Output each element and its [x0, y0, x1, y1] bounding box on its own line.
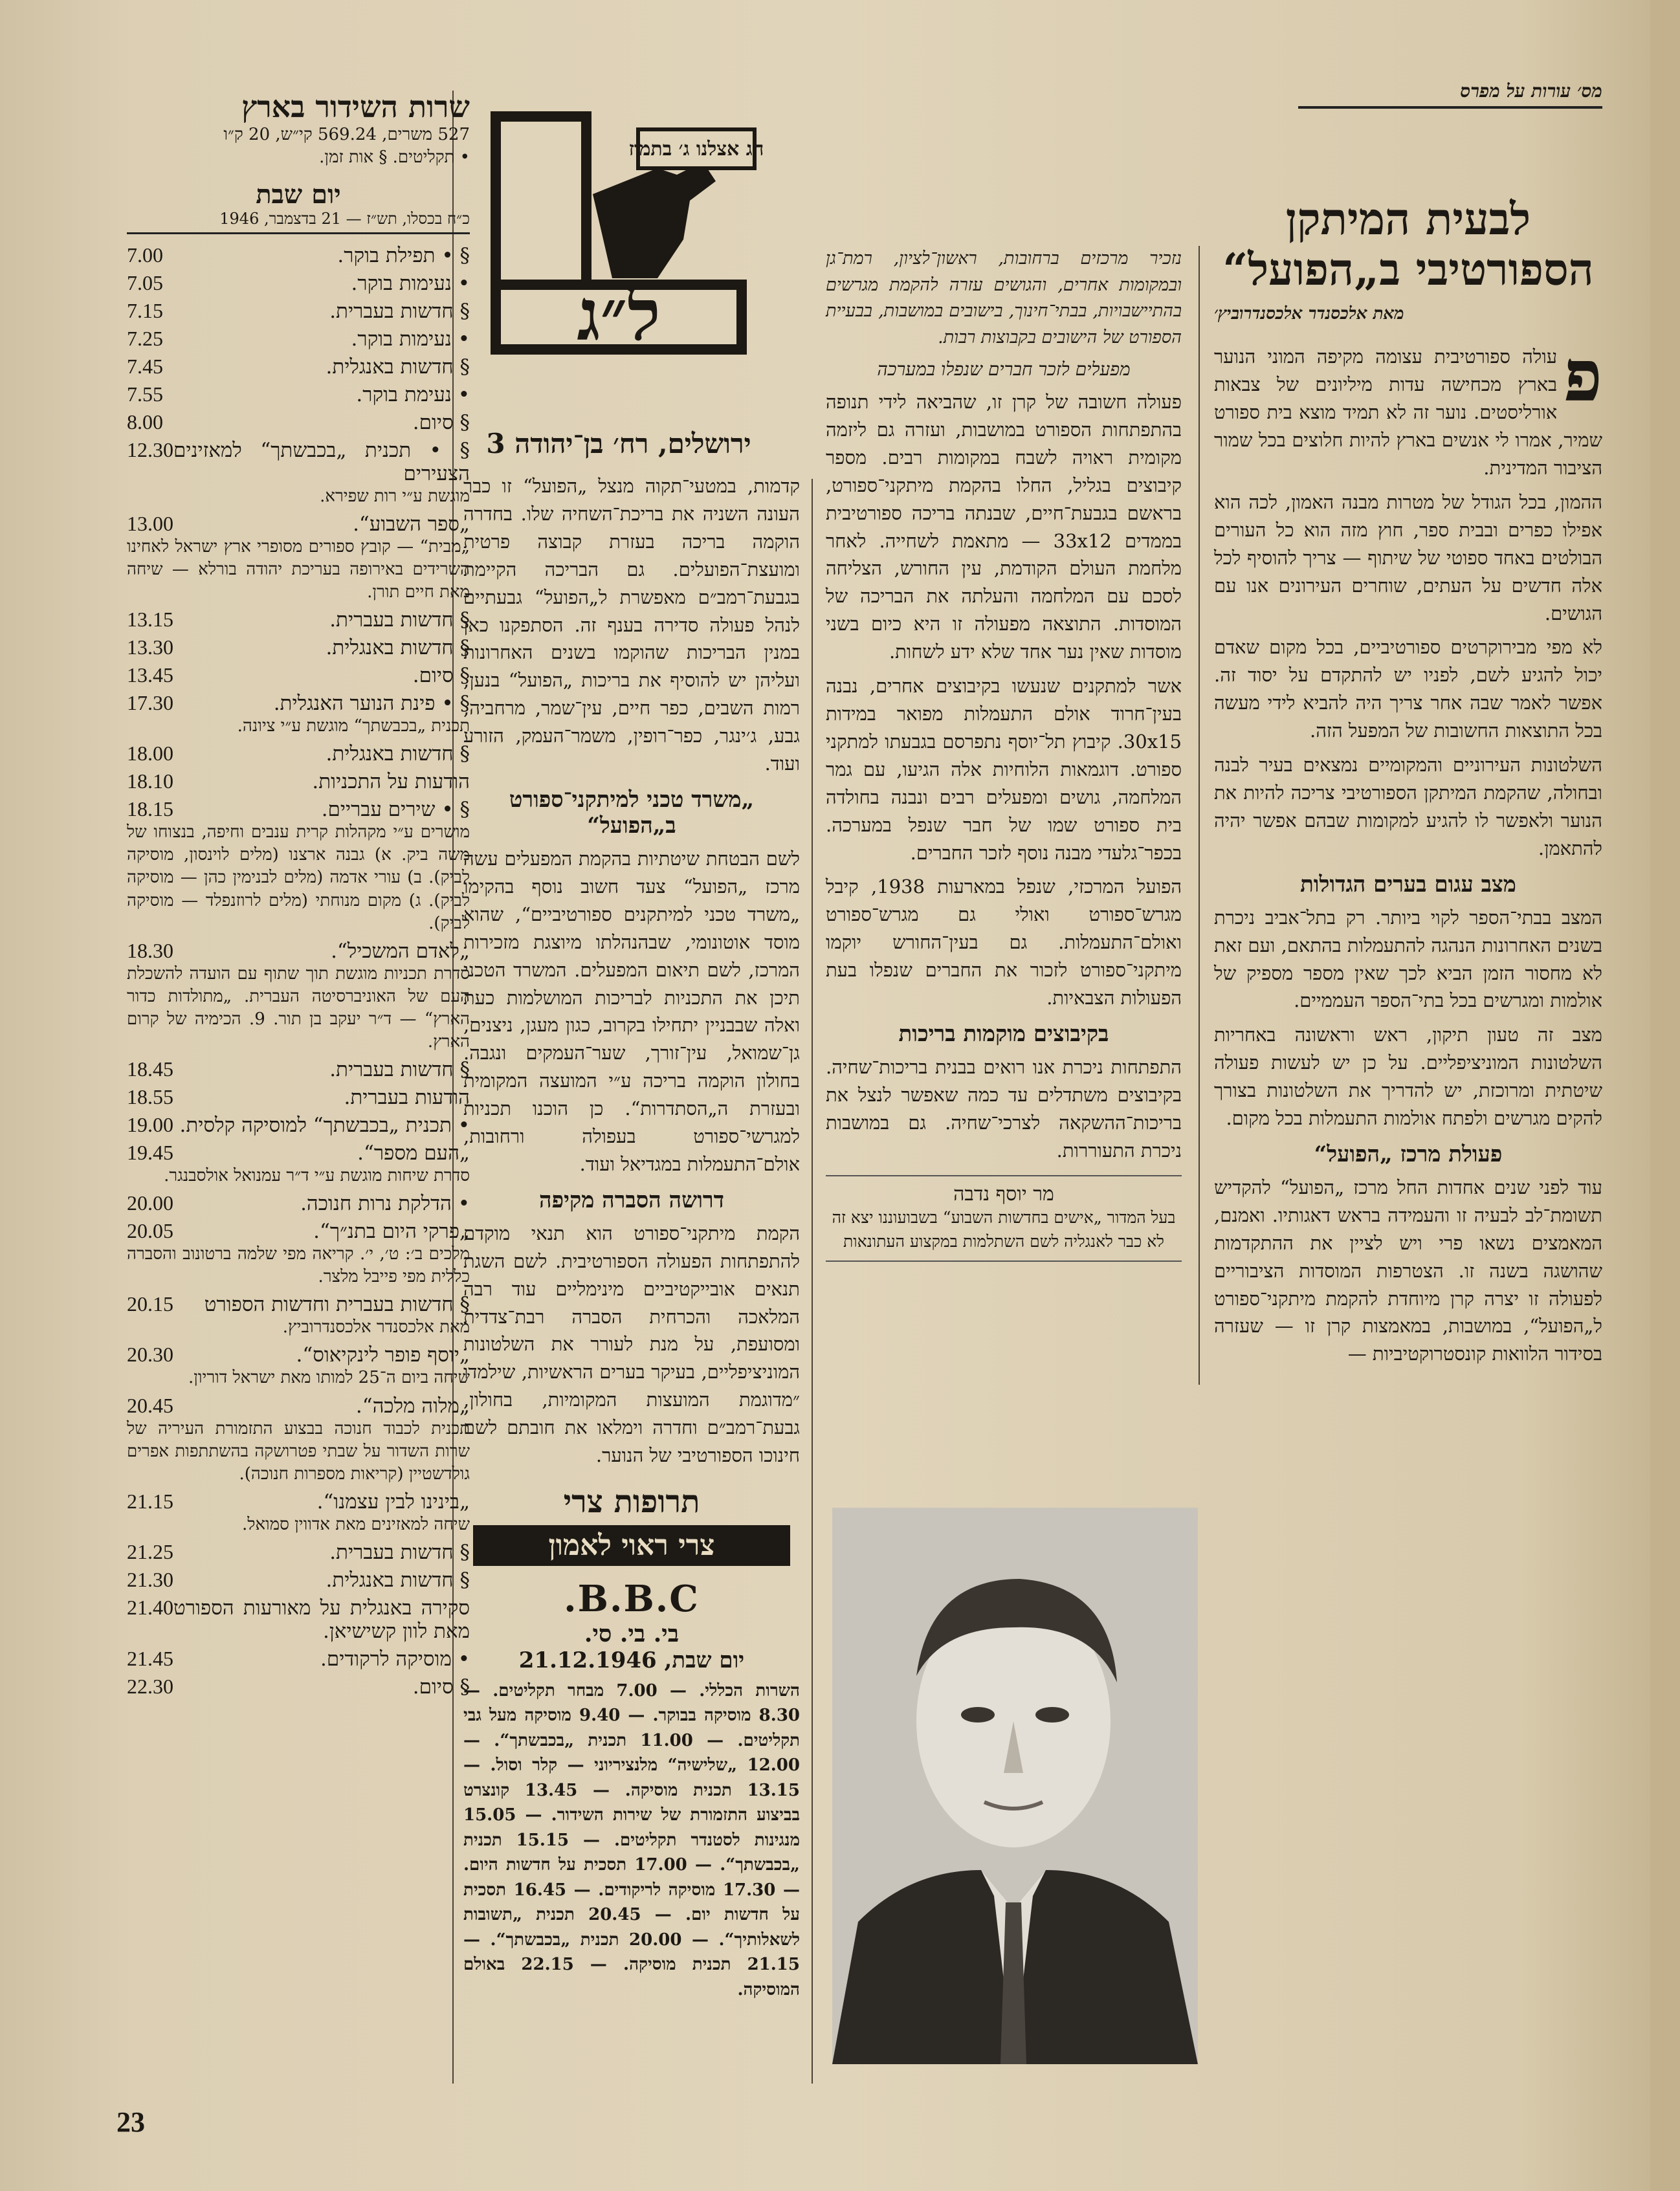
notice-name: מר יוסף נדבה	[953, 1182, 1054, 1206]
schedule-date: כ״ח בכסלו, תש״ז — 21 בדצמבר, 1946	[127, 210, 470, 234]
schedule-title: שרות השידור בארץ	[241, 89, 470, 124]
schedule-item	[127, 1085, 470, 1109]
program-title: „לאדם המשכיל“.	[331, 939, 470, 963]
schedule-item	[127, 1540, 470, 1564]
schedule-item	[127, 663, 470, 687]
program-time: 18.00	[127, 742, 173, 765]
program-time: 13.15	[127, 608, 173, 632]
program-time: 7.15	[127, 298, 163, 322]
logo-title: ירושלים, רח׳ בן־יהודה 3	[486, 428, 751, 459]
paragraph: השלטונות העירוניים והמקומיים נמצאים בעיר לבנה ובחולה, שהקמת המיתקן הספורטיבי צריכה להיות את הנוער ולאפשר לו להגיע למקומות שבהם אפשר יהיה להתאמן.	[1214, 754, 1602, 859]
program-time: 17.30	[127, 691, 173, 715]
program-title: § • שירים עבריים.	[321, 798, 470, 822]
paragraph: הקמת מיתקני־ספורט הוא תנאי מוקדם להתפתחות הפעולה הספורטיבית. לשם השגת תנאים אובייקטיביים מינימליים עוד רבה המלאכה והכרחית הסברה רבת־צדדית ומסועפת, על מנת לעורר את השלטונות המוניציפליים, בעיקר בערים הראשיות, שילמדו ״מדוגמת המועצות המקומיות, בחולון, גבעת־רמב״ם וחדרה וימלאו את חובתם לשם חינוכו הספורטיבי של הנוער.	[463, 1222, 800, 1467]
program-title: § חדשות בעברית.	[329, 608, 470, 632]
lagever-logo	[444, 91, 793, 472]
section-title-hapoel: פעולת מרכז „הפועל“	[1314, 1141, 1503, 1167]
schedule-item	[127, 1113, 470, 1137]
logo-mark: ל״ג	[577, 273, 661, 357]
drop-cap: פ	[1564, 334, 1602, 418]
paragraph: עוד לפני שנים אחדות החל מרכז „הפועל“ להקדיש תשומת־לב לבעיה זו והעמידה בראש דאגותיו. ואמנם, המאמצים נשאו פרי ויש לציין את ההתקדמות שהושגה בשנה זו. הצטרפות המוסדות הציבוריים לפעולה זו יצרה קרן מיוחדת להקמת מיתקני־ספורט ל„הפועל“, במושבות, במאמצות קרן זו — שעזרה בסידור הלוואות קונסטרוקטיביות —	[1214, 1176, 1602, 1365]
portrait-photo	[832, 1508, 1198, 2064]
subheading-tech-office: „משרד טכני למיתקני־ספורט ב„הפועל“	[509, 786, 755, 839]
program-time: 20.00	[127, 1191, 173, 1215]
program-time: 18.15	[127, 797, 173, 821]
program-title: § חדשות בעברית.	[329, 299, 470, 323]
column-lead: נזכיר מרכזים ברחובות, ראשון־לציון, רמת־גן ובמקומות אחרים, והגושים עזרה להקמת מגרשים בהתיישבויות, בבתי־חינוך, בישובים במושבות, בבעיית הספורט של הישובים בקבוצות רבות.	[826, 248, 1182, 347]
program-time: 8.00	[127, 410, 163, 434]
paragraph: התפתחות ניכרת אנו רואים בבנית בריכות־שחיה. בקיבוצים משתדלים עד כמה שאפשר לנצל את בריכות־ההשקאה לצרכי־שחיה. גם במושבות ניכרת התעוררות.	[826, 1055, 1182, 1162]
article-column-2	[826, 246, 1182, 1272]
schedule-item	[127, 1675, 470, 1699]
article-column-1	[1214, 194, 1602, 1374]
program-time: 18.45	[127, 1057, 173, 1081]
program-time: 21.15	[127, 1489, 173, 1513]
paragraph: לשם הבטחת שיטתיות בהקמת המפעלים עשה מרכז „הפועל“ צעד חשוב נוסף בהקימו „משרד טכני למיתקנים ספורטיביים“, שהוא מוסד אוטונומי, שבהנהלתו מיוצגת מזכירות המרכז, לשם תיאום המפעלים. המשרד הטכני תיכן את התכניות לבריכות המושלמות כעת ואלה שבבניין יתחילו בקרוב, כגון מעגן, ניצנים, גן־שמואל, עין־זורך, שער־העמקים ונגבה. בחולון הוקמה בריכה ע״י המועצה המקומית ובעזרת ה„הסתדרות“. כן הוכנו תכניות למגרשי־ספורט בעפולה ורחובות, אולם־התעמלות במגדיאל ועוד.	[463, 847, 800, 1175]
program-time: 7.00	[127, 243, 163, 267]
schedule-item	[127, 438, 470, 485]
program-time: 20.30	[127, 1343, 173, 1367]
paragraph: המצב בבתי־הספר לקוי ביותר. רק בתל־אביב ניכרת בשנים האחרונות הנהגה להתעמלות בהתאם, ועם זאת לא מחסור הזמן הביא לכך שאין מספר מספיק של אולמות ומגרשים בכל בתי־הספר העממיים.	[1214, 906, 1602, 1012]
schedule-item	[127, 1568, 470, 1592]
schedule-item	[127, 271, 470, 295]
program-title: „יוסף פופר לינקיאוס“.	[296, 1343, 470, 1367]
column-3-body	[463, 472, 800, 778]
paragraph: פעולה חשובה של קרן זו, שהביאה לידי תנופה בהתפתחות הספורט במושבות, ועזרה גם ליזמה מקומית ראויה לשבח במקומות רבים. מספר קיבוצים בגליל, החלו בהקמת מיתקני־ספורט, בראשם בגבעת־חיים, שבנתה בריכה ספורטיבית בממדים 33x12 — מתאמת לשחייה. לאחר מלחמת העולם הקודמת, עין החורש, הצליחה לסכם עם המלחמה והעלתה את הבריכה של המוסדות. התוצאה מפעולה זו היא כיום בשני מוסדות שאין נער אחד שלא ידע לשחות.	[826, 391, 1182, 663]
ad-slogan: צרי ראוי לאמון	[473, 1525, 790, 1566]
program-time: 20.15	[127, 1292, 173, 1316]
schedule-item	[127, 742, 470, 765]
schedule-item	[127, 635, 470, 659]
program-description: מושרים ע״י מקהלות קרית ענבים וחיפה, בנצוחו של משה ביק. א) גבנה ארצנו (מלים לוינסון, מוסיקה לביק). ב) עורי אדמה (מלים לבנימין כהן — מוסיקה לביק). ג) מקום מנוחתי (מלים לרוזנפלד — מוסיקה לביק).	[127, 822, 470, 933]
notice-desc: בעל המדור „אישים בחדשות השבוע“ בשבועוננו יצא זה לא כבר לאנגליה לשם השתלמות במקצוע העתונאות	[832, 1207, 1176, 1251]
program-title: § • פינת הנוער האנגלית.	[273, 692, 470, 716]
schedule-item	[127, 608, 470, 632]
program-time: 21.25	[127, 1539, 173, 1563]
program-title: § חדשות בעברית.	[329, 1540, 470, 1564]
schedule-item	[127, 1191, 470, 1215]
paragraph: מצב זה טעון תיקון, ראש וראשונה באחריות השלטונות המוניציפליים. על כן יש לעשות פעולה שיטתית ומרוכזת, יש להדריך את השלטונות בצורך להקים מגרשים ולפתח אולמות התעמלות בכל מקום.	[1214, 1024, 1602, 1130]
program-title: • נעימת בוקר.	[356, 382, 470, 406]
program-title: § חדשות בעברית וחדשות הספורט	[204, 1293, 470, 1317]
program-title: § חדשות באנגלית.	[326, 1568, 470, 1592]
program-time: 21.45	[127, 1646, 173, 1670]
bbc-header	[463, 1578, 800, 1673]
program-description: סדרת שיחות מוגשת ע״י ד״ר עמנואל אולסבנגר.	[164, 1166, 470, 1186]
program-description: מוגשת ע״י רות שפירא.	[320, 486, 470, 506]
program-time: 13.30	[127, 635, 173, 659]
program-title: „העם מספר“.	[357, 1141, 470, 1165]
column-divider	[812, 479, 813, 2084]
bbc-latin: B.B.C.	[564, 1578, 700, 1620]
program-title: • הדלקת נרות חנוכה.	[300, 1192, 470, 1216]
program-title: § חדשות באנגלית.	[326, 355, 470, 379]
column-2-body	[826, 388, 1182, 1012]
program-time: 7.05	[127, 270, 163, 294]
program-time: 12.30	[127, 437, 173, 461]
program-time: 18.55	[127, 1085, 173, 1109]
page-number: 23	[116, 2106, 145, 2138]
bbc-title: בי. בי. סי.	[584, 1620, 680, 1647]
column-divider	[1199, 246, 1200, 1385]
schedule-item	[127, 1292, 470, 1316]
schedule-item	[127, 1490, 470, 1514]
program-title: „פרקי היום בתנ״ך“.	[313, 1220, 470, 1244]
program-title: „בינינו לבין עצמנו“.	[316, 1490, 470, 1514]
bbc-day: יום שבת, 21.12.1946	[518, 1647, 745, 1673]
schedule-item	[127, 355, 470, 379]
program-title: § סיום.	[412, 1675, 470, 1699]
schedule-subtitle-1: 527 משרים, 569.24 קי״ש, 20 ק״ו	[223, 124, 470, 144]
program-description: שיחה למאזינים מאת אדווין סמואל.	[242, 1514, 470, 1534]
program-description: תכנית „בכבשתך“ מוגשת ע״י ציונה.	[237, 716, 470, 736]
bbc-schedule: השרות הכללי. — 7.00 מבחר תקליטים. — 8.30 מוסיקה בבוקר. — 9.40 מוסיקה מעל גבי תקליטים. — 11.00 תכנית „בכבשתך“. — 12.00 „שלישיה“ מלנציריוני — קלר וסול. — 13.15 תכנית מוסיקה. — 13.45 קונצרט בביצוע התזמורת של שירות השידור. — 15.05 מנגינות לסטנדר תקליטים. — 15.15 תכנית „בכבשתך“. — 17.00 תסכית על חדשות היום. — 17.30 מוסיקה לריקודים. — 16.45 תסכית על חדשות יום. — 20.45 תכנית „תשובות לשאלותיך“. — 20.00 תכנית „בכבשתך“. — 21.15 תכנית מוסיקה. — 22.15 באולם המוסיקה.	[463, 1681, 800, 1999]
program-time: 19.00	[127, 1113, 173, 1137]
program-time: 13.00	[127, 511, 173, 535]
program-time: 18.30	[127, 938, 173, 962]
article-body-1	[1214, 334, 1602, 862]
tzori-ad	[463, 1484, 800, 1566]
schedule-item	[127, 1141, 470, 1165]
program-time: 19.45	[127, 1141, 173, 1165]
schedule-item	[127, 1219, 470, 1243]
program-title: הודעות בעברית.	[344, 1086, 470, 1110]
schedule-item	[127, 299, 470, 323]
program-time: 21.40	[127, 1595, 173, 1619]
subheading-pools: בקיבוצים מוקמות בריכות	[898, 1020, 1109, 1047]
program-title: § סיום.	[412, 410, 470, 434]
program-title: „מלוה מלכה“.	[355, 1394, 470, 1418]
paragraph: קדמות, במטעי־תקוה מנצל „הפועל“ זו כבר העונה השניה את בריכת־השחיה שלו. בחדרה הוקמה בריכה בעזרת קבוצה פרטית ומועצת־הפועלים. גם הבריכה הקיימת בגבעת־רמב״ם מאפשרת ל„הפועל“ גבעתיים לנהל פעולה סדירה בענף זה. הסתפקנו כאן במנין הבריכות שהוקמו בשנים האחרונות ועליהן יש להוסיף את בריכות „הפועל“ בנען, רמות השבים, כפר חיים, עין־שמר, מרחביה, גבע, ג׳ינגר, כפר־רופין, משמר־העמק, הזורע ועוד.	[463, 475, 800, 775]
broadcast-schedule	[127, 91, 470, 1699]
program-title: § חדשות בעברית.	[329, 1058, 470, 1082]
schedule-day: יום שבת	[256, 179, 341, 210]
program-description: מאת אלכסנדר אלכסנדרוביץ.	[282, 1317, 470, 1338]
article-body-3	[1214, 1174, 1602, 1368]
schedule-list	[127, 243, 470, 1699]
program-title: „ספר השבוע“.	[353, 512, 470, 536]
page-edge	[1650, 0, 1680, 2191]
program-time: 7.55	[127, 382, 163, 406]
schedule-item	[127, 1596, 470, 1643]
paragraph: הפועל המרכזי, שנפל במארעות 1938, קיבל מגרש־ספורט ואולי גם מגרש־ספורט ואולם־התעמלות. גם בעין־החורש יוקמו מיתקני־ספורט לזכור את החברים שנפלו בעת הפעולות הצבאיות.	[826, 875, 1182, 1009]
paragraph: לא מפי מבירוקרטים ספורטיביים, בכל מקום שאדם יכול להגיע לשם, לפניו יש להתקדם על יסוד זה. אפשר לאמר שבה אחר צריך היה להביא לידי מעשה בכל התוצאות החשובות של המפעל הזה.	[1214, 636, 1602, 742]
program-description: סדרת תכניות מוגשת תוך שתוף עם הועדה להשכלת העם של האוניברסיטה העברית. „מתולדות כדור הארץ“ — ד״ר יעקב בן תור. 9. הכימיה של קרום הארץ.	[127, 963, 470, 1051]
program-title: סקירה באנגלית על מאורעות הספורט מאת לוון קשישיאן.	[173, 1596, 470, 1643]
article-byline: מאת אלכסנדר אלכסנדרוביץ׳	[1214, 304, 1404, 324]
logo-caption: חג אצלנו ג׳ בתמוז	[628, 138, 764, 160]
program-time: 20.45	[127, 1393, 173, 1417]
program-time: 21.30	[127, 1567, 173, 1591]
program-description: תכנית לכבוד חנוכה בבצוע התזמורת העיריה של שרות השדור על שבתי פטרושקה בהשתתפות אפרים גולדשטיין (קריאות מספרות חנוכה).	[127, 1418, 470, 1484]
program-time: 20.05	[127, 1219, 173, 1243]
program-title: • נעימות בוקר.	[351, 327, 470, 351]
program-time: 7.25	[127, 326, 163, 350]
schedule-item	[127, 1647, 470, 1671]
schedule-item	[127, 1057, 470, 1081]
schedule-item	[127, 243, 470, 267]
subheading-memorial: מפעלים לזכר חברים שנפלו במערכה	[877, 358, 1131, 380]
section-title-cities: מצב עגום בערים הגדולות	[1300, 871, 1516, 897]
program-title: § • תפילת בוקר.	[337, 243, 470, 267]
program-title: § חדשות באנגלית.	[326, 636, 470, 660]
program-title: • נעימות בוקר.	[351, 271, 470, 295]
program-title: § סיום.	[412, 664, 470, 688]
program-description: מלכים ב׳: ט׳, י׳. קריאה מפי שלמה ברטונוב והסברה כללית מפי פייבל מלצר.	[127, 1244, 470, 1287]
section-header-tag: מס׳ עורות על מפרס	[1298, 76, 1602, 109]
program-time: 7.45	[127, 354, 163, 378]
article-title: לבעית המיתקן הספורטיבי ב„הפועל“	[1222, 193, 1594, 296]
column-3-body-3	[463, 1220, 800, 1470]
program-title: § חדשות באנגלית.	[326, 742, 470, 766]
schedule-item	[127, 1343, 470, 1367]
schedule-item	[127, 769, 470, 793]
program-time: 18.10	[127, 769, 173, 793]
column-2-body-2	[826, 1053, 1182, 1165]
subheading-explanation: דרושה הסברה מקיפה	[539, 1187, 724, 1213]
schedule-item	[127, 382, 470, 406]
program-description: „מבית“ — קובץ ספורים מסופרי ארץ ישראל לאחינו השרידים באירופה בעריכת יהודה בורלא — שיחה מאת חיים תורן.	[127, 536, 470, 602]
program-title: • מוסיקה לרקודים.	[320, 1647, 470, 1671]
program-description: שיחה ביום ה־25 למותו מאת ישראל דוריון.	[188, 1368, 470, 1388]
schedule-item	[127, 327, 470, 351]
program-title: § • תכנית „בכבשתך“ למאזינים הצעירים	[173, 438, 470, 485]
schedule-item	[127, 512, 470, 536]
program-title: • תכנית „בכבשתך“ למוסיקה קלסית.	[179, 1114, 470, 1138]
schedule-item	[127, 410, 470, 434]
nadava-notice	[826, 1175, 1182, 1262]
schedule-item	[127, 939, 470, 963]
program-time: 13.45	[127, 663, 173, 687]
ad-brand: תרופות צרי	[563, 1484, 700, 1520]
schedule-item	[127, 797, 470, 821]
schedule-subtitle-2: • תקליטים. § אות זמן.	[319, 147, 470, 167]
program-title: הודעות על התכניות.	[312, 770, 470, 794]
paragraph: אשר למתקנים שנעשו בקיבוצים אחרים, נבנה בעין־חרוד אולם התעמלות מפואר במידות 30x15. קיבוץ תל־יוסף נתפרסם בגבעתו למתקני ספורט. דוגמאות הלוחיות אלה הגיעו, עם גמר המלחמה, גושים ומפעלים רבים ונבנה בחולדה בית ספורט שמו של חבר שנפל במערכה. בכפר־גלעדי מבנה נוסף לזכר החברים.	[826, 675, 1182, 864]
program-time: 22.30	[127, 1674, 173, 1698]
schedule-item	[127, 1394, 470, 1418]
article-column-3	[463, 472, 800, 2002]
column-3-body-2	[463, 845, 800, 1178]
paragraph: עולה ספורטיבית עצומה מקיפה המוני הנוער בארץ מכחישה עדות מיליונים של צבאות אורליסטים. נוער זה לא תמיד מוצא בית ספורט שמיר, אמרו לי אנשים בארץ להיות חלוצים בכל שמור הציבור המדינית.	[1214, 346, 1602, 479]
article-body-2	[1214, 904, 1602, 1132]
paragraph: ההמון, בכל הגודל של מטרות מבנה האמון, לכה הוא אפילו כפרים ובבית ספר, חוץ מזה הוא כל העורים הבולטים באחד ספוטי של שיתוף — צריך להוסיף לכל אלה חדשים על העתים, שוחרים העירונים אנו עם הגושים.	[1214, 490, 1602, 624]
schedule-item	[127, 691, 470, 715]
